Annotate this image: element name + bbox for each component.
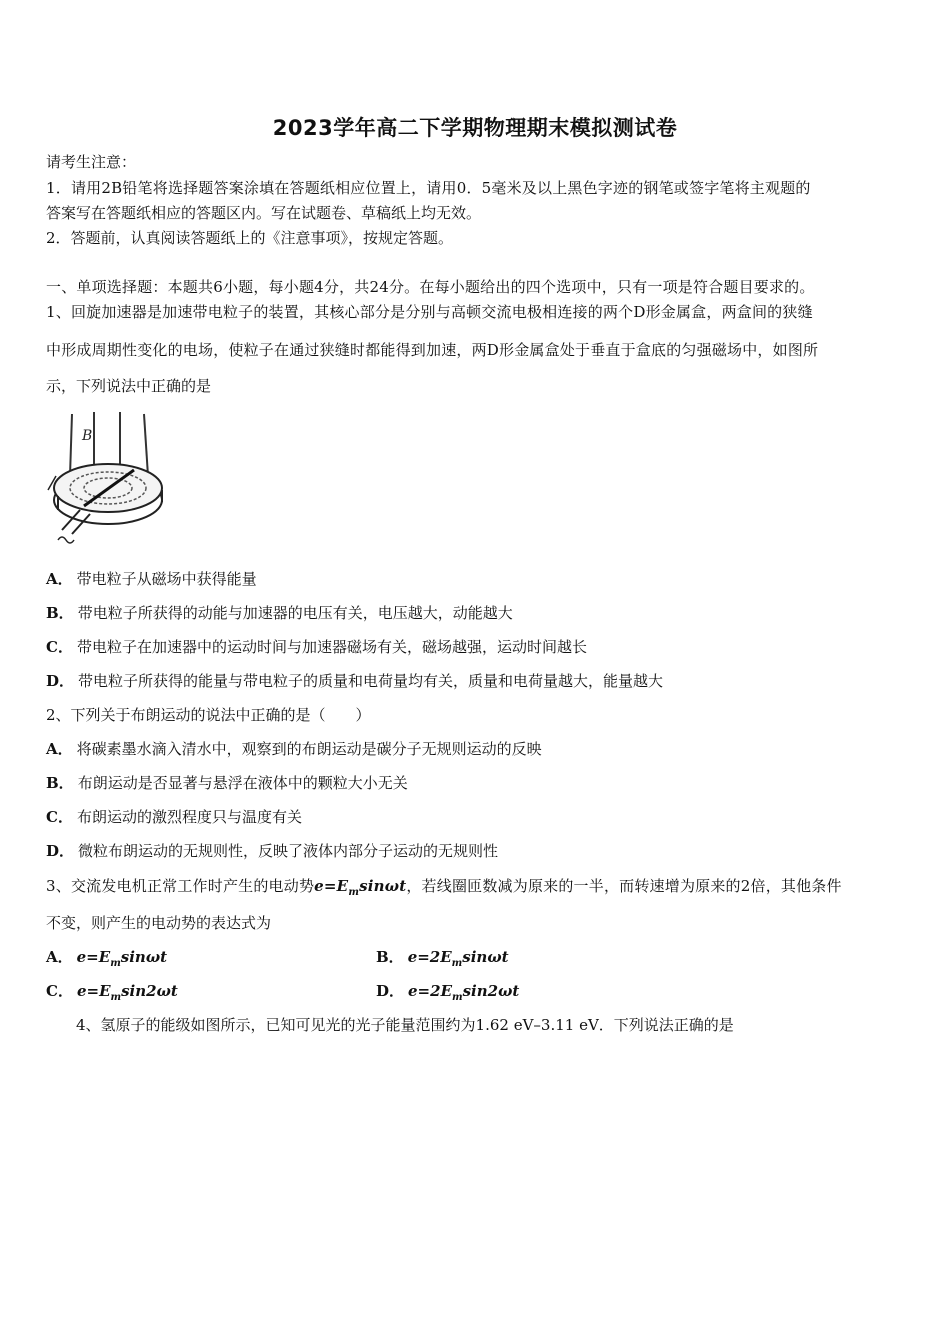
field-line-4 (144, 414, 148, 476)
question-1-stem-line-1: 1、回旋加速器是加速带电粒子的装置，其核心部分是分别与高顿交流电极相连接的两个D形金属盒，两盒间的狭缝 (46, 303, 813, 321)
q1-option-a[interactable]: A． 带电粒子从磁场中获得能量 (46, 570, 257, 588)
q1-option-d[interactable]: D． 带电粒子所获得的能量与带电粒子的质量和电荷量均有关，质量和电荷量越大，能量越大 (46, 672, 664, 690)
q1-option-c[interactable]: C． 带电粒子在加速器中的运动时间与加速器磁场有关，磁场越强，运动时间越长 (46, 638, 587, 656)
question-4-stem: 4、氢原子的能级如图所示，已知可见光的光子能量范围约为1.62 eV–3.11 eV．下列说法正确的是 (76, 1016, 734, 1034)
notice-item-2: 2．答题前，认真阅读答题纸上的《注意事项》，按规定答题。 (46, 229, 454, 247)
q3-option-b[interactable]: B． $e=2E_m\sin\omega t$ (376, 948, 509, 969)
q2-option-d[interactable]: D． 微粒布朗运动的无规则性，反映了液体内部分子运动的无规则性 (46, 842, 499, 860)
q2-option-c[interactable]: C． 布朗运动的激烈程度只与温度有关 (46, 808, 302, 826)
q3-option-a[interactable]: A． $e=E_m\sin\omega t$ (46, 948, 168, 969)
q2-option-b[interactable]: B． 布朗运动是否显著与悬浮在液体中的颗粒大小无关 (46, 774, 408, 792)
notice-item-1-line-1: 1．请用2B铅笔将选择题答案涂填在答题纸相应位置上，请用0．5毫米及以上黑色字迹的钢笔或签字笔将主观题的 (46, 179, 811, 197)
q1-option-b[interactable]: B． 带电粒子所获得的动能与加速器的电压有关，电压越大，动能越大 (46, 604, 513, 622)
question-1-stem-line-2: 中形成周期性变化的电场，使粒子在通过狭缝时都能得到加速，两D形金属盒处于垂直于盒底的匀强磁场中，如图所 (46, 341, 819, 359)
exam-title: 2023学年高二下学期物理期末模拟测试卷 (272, 116, 678, 140)
notice-item-1-line-2: 答案写在答题纸相应的答题区内。写在试题卷、草稿纸上均无效。 (46, 204, 482, 222)
field-label-b: B (82, 428, 93, 444)
q2-option-a[interactable]: A． 将碳素墨水滴入清水中，观察到的布朗运动是碳分子无规则运动的反映 (46, 740, 542, 758)
question-2-stem: 2、下列关于布朗运动的说法中正确的是（ ） (46, 706, 371, 724)
notice-heading: 请考生注意： (46, 153, 137, 171)
question-3-stem-line-1: 3、交流发电机正常工作时产生的电动势$e=E_m\sin\omega t$，若线圈匝数减为原来的一半，而转速增为原来的2倍，其他条件 (46, 877, 842, 898)
section-1-heading: 一、单项选择题：本题共6小题，每小题4分，共24分。在每小题给出的四个选项中，只有一项是符合题目要求的。 (46, 278, 815, 296)
q3-formula: $e=E_m\sin\omega t$ (314, 877, 407, 898)
cyclotron-figure (44, 406, 164, 546)
q3-option-d[interactable]: D． $e=2E_m\sin 2\omega t$ (376, 982, 520, 1003)
q3-option-c[interactable]: C． $e=E_m\sin 2\omega t$ (46, 982, 178, 1003)
question-1-stem-line-3: 示，下列说法中正确的是 (46, 377, 212, 395)
ac-source-icon (58, 537, 74, 543)
field-line-1 (70, 414, 72, 476)
question-3-stem-line-2: 不变，则产生的电动势的表达式为 (46, 914, 272, 932)
